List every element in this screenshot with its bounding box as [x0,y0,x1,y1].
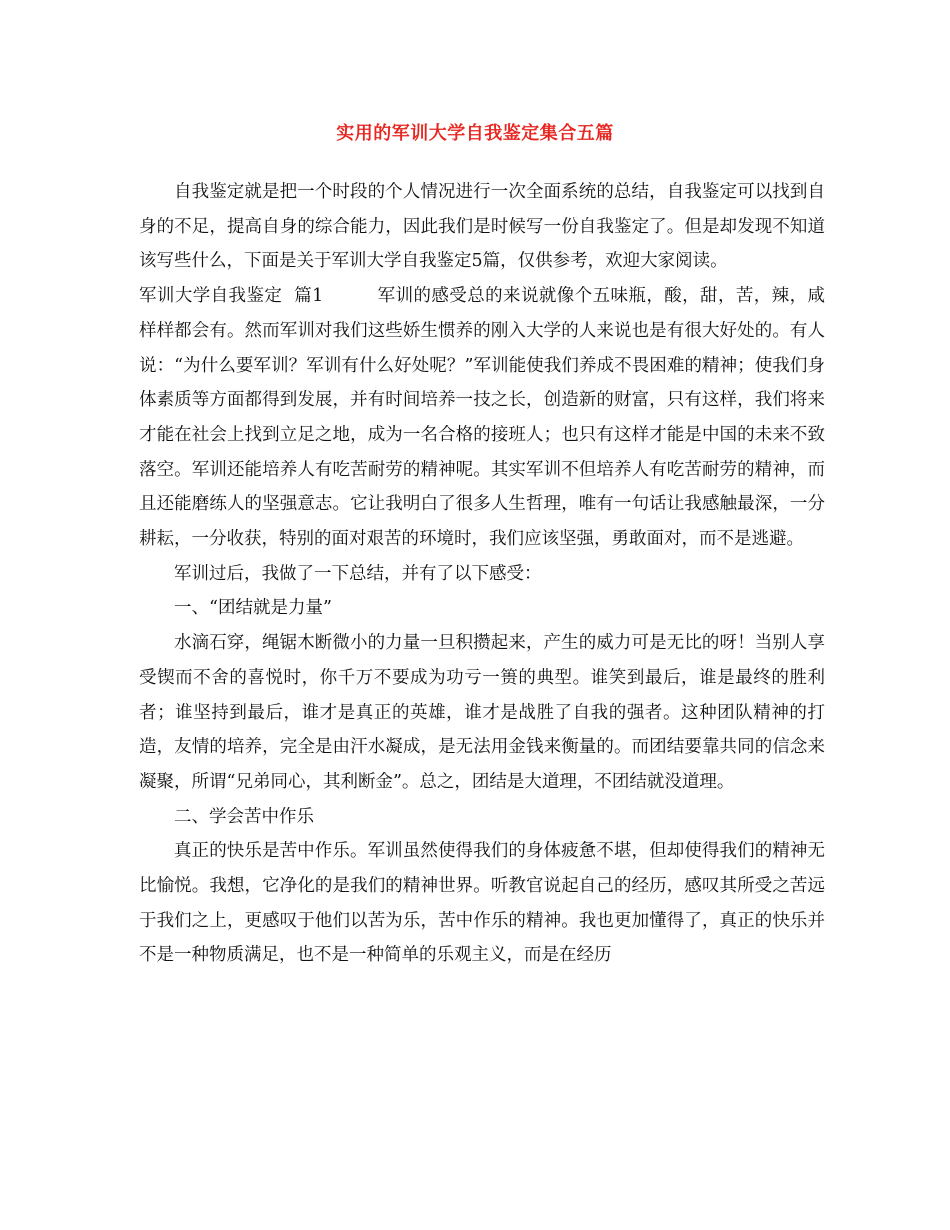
article1-first-paragraph [139,279,825,557]
document-title: 实用的军训大学自我鉴定集合五篇 [336,123,614,144]
document-body [139,175,825,973]
section1-paragraph: 水滴石穿，绳锯木断微小的力量一旦积攒起来，产生的威力可是无比的呀！当别人享受锲而不舍的喜悦时，你千万不要成为功亏一篑的典型。谁笑到最后，谁是最终的胜利者；谁坚持到最后，谁才是真正的英雄，谁才是战胜了自我的强者。这种团队精神的打造，友情的培养，完全是由汗水凝成，是无法用金钱来衡量的。而团结要靠共同的信念来凝聚，所谓“兄弟同心，其利断金”。总之，团结是大道理，不团结就没道理。 [139,633,825,792]
intro-paragraph: 自我鉴定就是把一个时段的个人情况进行一次全面系统的总结，自我鉴定可以找到自身的不足，提高自身的综合能力，因此我们是时候写一份自我鉴定了。但是却发现不知道该写些什么，下面是关于军训大学自我鉴定5篇，仅供参考，欢迎大家阅读。 [139,182,825,272]
section2-heading: 二、学会苦中作乐 [174,806,314,827]
article1-paragraph-2: 军训过后，我做了一下总结，并有了以下感受： [174,563,542,584]
article1-paragraph-1: 军训的感受总的来说就像个五味瓶，酸，甜，苦，辣，咸样样都会有。然而军训对我们这些娇生惯养的刚入大学的人来说也是有很大好处的。有人说：“为什么要军训？军训有什么好处呢？”军训能使我们养成不畏困难的精神；使我们身体素质等方面都得到发展，并有时间培养一技之长，创造新的财富，只有这样，我们将来才能在社会上找到立足之地，成为一名合格的接班人；也只有这样才能是中国的未来不致落空。军训还能培养人有吃苦耐劳的精神呢。其实军训不但培养人有吃苦耐劳的精神，而且还能磨练人的坚强意志。它让我明白了很多人生哲理，唯有一句话让我感触最深，一分耕耘，一分收获，特别的面对艰苦的环境时，我们应该坚强，勇敢面对，而不是逃避。 [139,286,825,550]
section2-paragraph: 真正的快乐是苦中作乐。军训虽然使得我们的身体疲惫不堪，但却使得我们的精神无比愉悦。我想，它净化的是我们的精神世界。听教官说起自己的经历，感叹其所受之苦远于我们之上，更感叹于他们以苦为乐，苦中作乐的精神。我也更加懂得了，真正的快乐并不是一种物质满足，也不是一种简单的乐观主义，而是在经历 [139,841,825,966]
article1-heading: 军训大学自我鉴定 篇1 [139,286,324,307]
section1-heading: 一、“团结就是力量” [174,598,332,619]
